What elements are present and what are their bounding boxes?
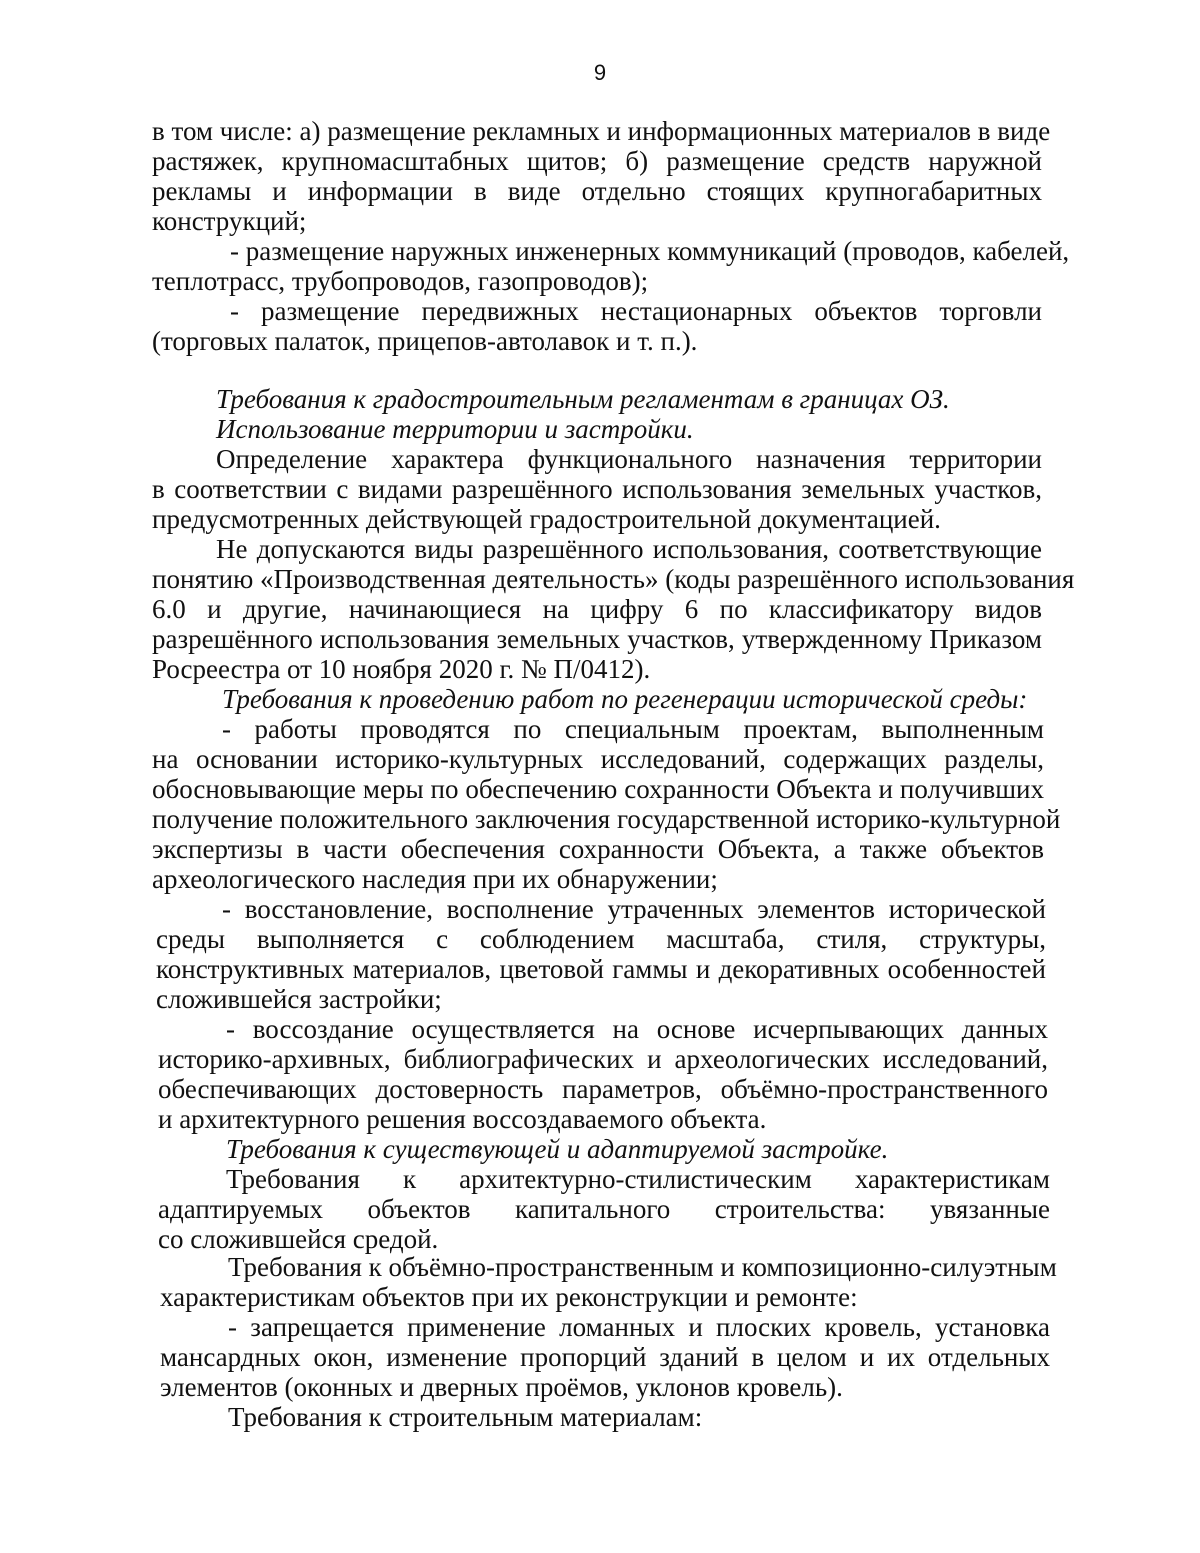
text-line: рекламы и информации в виде отдельно стоящих крупногабаритных [152,176,1042,206]
text-line: - восстановление, восполнение утраченных элементов исторической [222,894,1046,924]
text-line: понятию «Производственная деятельность» (коды разрешённого использования [152,564,1075,594]
text-line: археологического наследия при их обнаружении; [152,864,718,894]
text-line: получение положительного заключения государственной историко-культурной [152,804,1061,834]
text-line: - воссоздание осуществляется на основе исчерпывающих данных [226,1014,1048,1044]
text-line: сложившейся застройки; [156,984,442,1014]
text-line: конструктивных материалов, цветовой гаммы и декоративных особенностей [156,954,1046,984]
text-line: и архитектурного решения воссоздаваемого объекта. [158,1104,767,1134]
text-line: Не допускаются виды разрешённого использования, соответствующие [216,534,1042,564]
text-line: разрешённого использования земельных участков, утвержденному Приказом [152,624,1042,654]
text-line: среды выполняется с соблюдением масштаба, стиля, структуры, [156,924,1046,954]
text-line: предусмотренных действующей градостроительной документацией. [152,504,941,534]
section-heading: Требования к градостроительным регламентам в границах ОЗ. [216,384,950,414]
text-line: Требования к архитектурно-стилистическим характеристикам [226,1164,1050,1194]
text-line: - запрещается применение ломанных и плоских кровель, установка [228,1312,1050,1342]
text-line: конструкций; [152,206,307,236]
text-line: теплотрасс, трубопроводов, газопроводов); [152,266,649,296]
text-line: растяжек, крупномасштабных щитов; б) размещение средств наружной [152,146,1042,176]
text-line: - размещение наружных инженерных коммуникаций (проводов, кабелей, [230,236,1070,266]
text-line: Росреестра от 10 ноября 2020 г. № П/0412). [152,654,651,684]
text-line: Требования к строительным материалам: [228,1402,703,1432]
text-line: элементов (оконных и дверных проёмов, уклонов кровель). [160,1372,843,1402]
text-line: историко-архивных, библиографических и археологических исследований, [158,1044,1048,1074]
text-line: Определение характера функционального назначения территории [216,444,1042,474]
text-line: - работы проводятся по специальным проектам, выполненным [222,714,1044,744]
text-line: обеспечивающих достоверность параметров, объёмно-пространственного [158,1074,1048,1104]
text-line: обосновывающие меры по обеспечению сохранности Объекта и получивших [152,774,1044,804]
text-line: экспертизы в части обеспечения сохранности Объекта, а также объектов [152,834,1044,864]
section-heading: Использование территории и застройки. [216,414,694,444]
text-line: Требования к объёмно-пространственным и композиционно-силуэтным [228,1252,1057,1282]
text-line: (торговых палаток, прицепов-автолавок и т. п.). [152,326,698,356]
section-heading: Требования к существующей и адаптируемой застройке. [226,1134,889,1164]
page-number: 9 [593,60,607,85]
text-line: мансардных окон, изменение пропорций зданий в целом и их отдельных [160,1342,1050,1372]
text-line: адаптируемых объектов капитального строительства: увязанные [158,1194,1050,1224]
text-line: - размещение передвижных нестационарных объектов торговли [230,296,1042,326]
text-line: характеристикам объектов при их реконструкции и ремонте: [160,1282,858,1312]
text-line: в том числе: а) размещение рекламных и информационных материалов в виде [152,116,1051,146]
section-heading: Требования к проведению работ по регенерации исторической среды: [222,684,1028,714]
text-line: со сложившейся средой. [158,1224,439,1254]
text-line: 6.0 и другие, начинающиеся на цифру 6 по классификатору видов [152,594,1042,624]
text-line: в соответствии с видами разрешённого использования земельных участков, [152,474,1042,504]
text-line: на основании историко-культурных исследований, содержащих разделы, [152,744,1044,774]
